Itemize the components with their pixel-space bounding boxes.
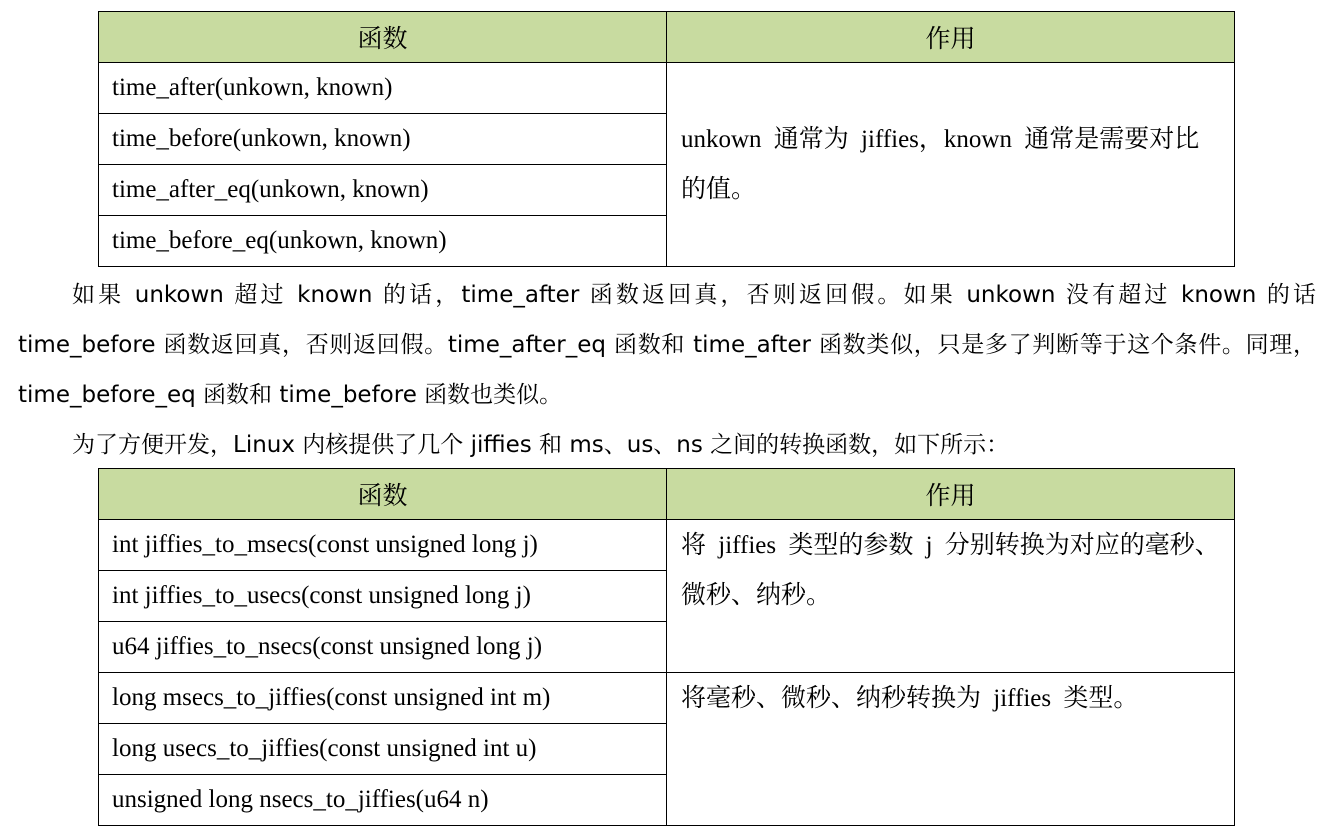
description-cell: 将毫秒、微秒、纳秒转换为 jiffies 类型。	[667, 673, 1235, 826]
function-cell: long usecs_to_jiffies(const unsigned int u)	[99, 724, 667, 775]
table-row	[99, 63, 1235, 114]
header-purpose: 作用	[667, 469, 1235, 520]
function-cell: u64 jiffies_to_nsecs(const unsigned long j)	[99, 622, 667, 673]
function-cell: int jiffies_to_usecs(const unsigned long j)	[99, 571, 667, 622]
jiffies-conversion-table	[98, 468, 1235, 826]
table-header-row	[99, 12, 1235, 63]
conversion-intro-paragraph: 为了方便开发，Linux 内核提供了几个 jiffies 和 ms、us、ns 之间的转换函数，如下所示：	[72, 432, 1010, 458]
time-compare-table	[98, 11, 1235, 267]
function-cell: time_after(unkown, known)	[99, 63, 667, 114]
function-cell: time_before(unkown, known)	[99, 114, 667, 165]
header-purpose: 作用	[667, 12, 1235, 63]
explanation-paragraph: 如果 unkown 超过 known 的话，time_after 函数返回真，否则返回假。如果 unkown 没有超过 known 的话 time_before 函数返回真，否则返回假。time_after_eq 函数和 time_after 函数类似，只是多了判断等于这个条件。同理，time_before_eq 函数和 time_before 函数也类似。	[18, 282, 1316, 408]
function-cell: long msecs_to_jiffies(const unsigned int m)	[99, 673, 667, 724]
table-row	[99, 673, 1235, 724]
table-row	[99, 520, 1235, 571]
function-cell: time_before_eq(unkown, known)	[99, 216, 667, 267]
header-function: 函数	[99, 469, 667, 520]
table-header-row	[99, 469, 1235, 520]
function-cell: time_after_eq(unkown, known)	[99, 165, 667, 216]
header-function: 函数	[99, 12, 667, 63]
description-cell: unkown 通常为 jiffies，known 通常是需要对比的值。	[667, 63, 1235, 267]
function-cell: int jiffies_to_msecs(const unsigned long j)	[99, 520, 667, 571]
function-cell: unsigned long nsecs_to_jiffies(u64 n)	[99, 775, 667, 826]
description-cell: 将 jiffies 类型的参数 j 分别转换为对应的毫秒、微秒、纳秒。	[667, 520, 1235, 673]
